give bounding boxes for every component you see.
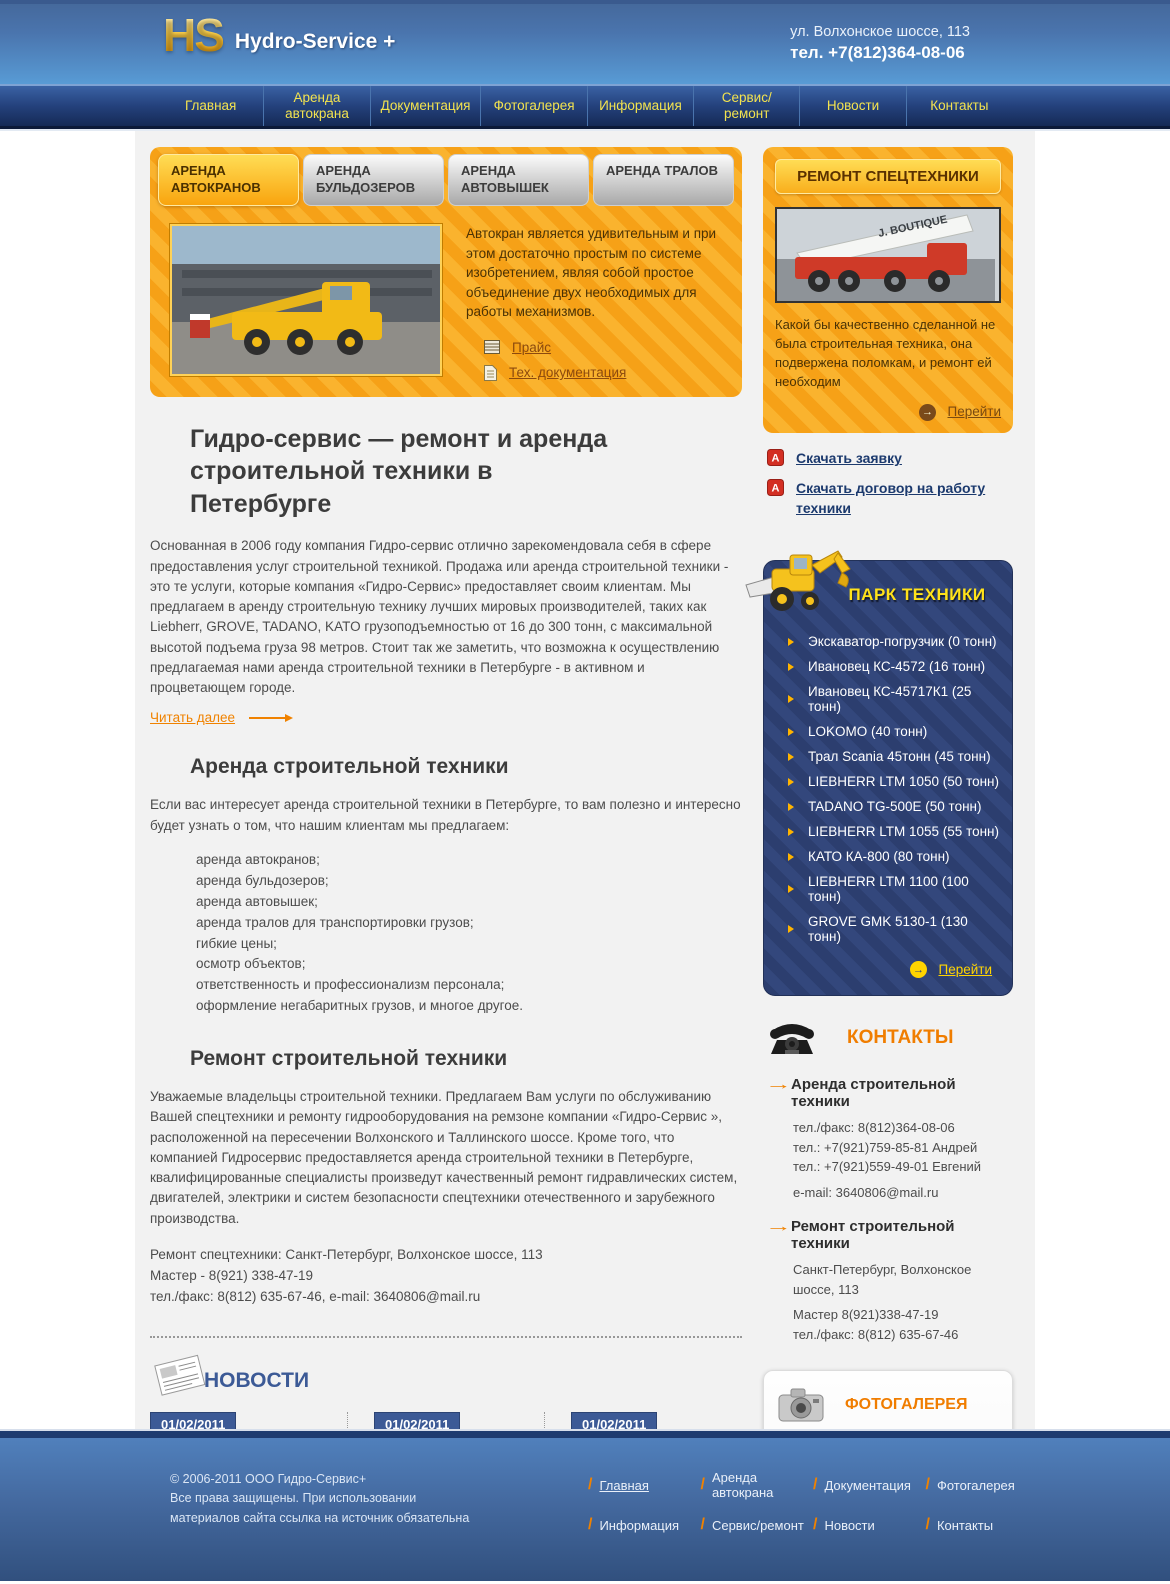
park-item-label: LOKOMO (40 тонн)	[808, 724, 928, 740]
footer-link-contacts[interactable]: Контакты	[936, 1517, 994, 1533]
contact-line: e-mail: 3640806@mail.ru	[793, 1184, 939, 1200]
rent-list-item: аренда бульдозеров;	[196, 872, 329, 888]
arrow-bullet-icon	[788, 663, 794, 671]
park-item-label: Экскаватор-погрузчик (0 тонн)	[808, 634, 997, 650]
slash-separator: /	[925, 1476, 930, 1493]
downloads-block	[767, 449, 1011, 518]
repair-crane-photo	[775, 207, 1001, 303]
footer-link-crane-rent[interactable]: Аренда автокрана	[711, 1470, 774, 1500]
contacts-group-rent	[765, 1076, 1011, 1202]
news-separator	[150, 1336, 742, 1338]
rent-lead: Если вас интересует аренда строительной техники в Петербурге, то вам полезно и интересно будет узнать о том, что нашим клиентам мы предлагаем:	[150, 797, 741, 833]
park-item[interactable]	[776, 819, 1000, 844]
rent-list-item: аренда тралов для транспортировки грузов;	[196, 914, 474, 930]
download-contract-link[interactable]: Скачать договор на работу техники	[796, 479, 986, 516]
slash-separator: /	[813, 1516, 818, 1533]
nav-item-contacts[interactable]: Контакты	[906, 86, 1012, 126]
tab-trailer-rent[interactable]: АРЕНДА ТРАЛОВ	[593, 154, 734, 206]
gallery-title: ФОТОГАЛЕРЕЯ	[845, 1396, 968, 1414]
arrow-bullet-icon	[788, 828, 794, 836]
park-item[interactable]	[776, 679, 1000, 719]
svg-text:A: A	[771, 452, 780, 465]
footer-link-service-repair[interactable]: Сервис/ремонт	[711, 1517, 804, 1533]
contact-line: тел.: +7(921)559-49-01 Евгений	[793, 1159, 982, 1175]
park-item[interactable]	[776, 869, 1000, 909]
repair-contact-line: Мастер - 8(921) 338-47-19	[150, 1267, 314, 1283]
logo-hs-icon: HS	[163, 9, 223, 61]
slash-separator: /	[700, 1476, 705, 1493]
go-arrow-icon: →	[910, 961, 927, 978]
svg-text:J. BOUTIQUE: J. BOUTIQUE	[877, 213, 949, 240]
pdf-icon	[767, 479, 784, 496]
repair-contact-lines	[150, 1245, 742, 1308]
park-item-label: LIEBHERR LTM 1100 (100 тонн)	[808, 874, 969, 905]
arrow-right-icon	[249, 713, 293, 723]
park-item[interactable]	[776, 744, 1000, 769]
park-item[interactable]	[776, 844, 1000, 869]
go-arrow-icon: →	[919, 404, 936, 421]
main-column	[150, 147, 742, 1429]
nav-item-crane-rent[interactable]: Аренда автокрана	[263, 86, 369, 126]
rent-tabs	[158, 154, 734, 206]
park-item-label: LIEBHERR LTM 1050 (50 тонн)	[808, 774, 1000, 790]
footer-divider-dark	[0, 1431, 1170, 1438]
page-content	[135, 131, 1035, 1429]
document-icon	[484, 365, 497, 381]
park-item[interactable]	[776, 769, 1000, 794]
site-footer	[0, 1438, 1170, 1581]
svg-text:A: A	[771, 482, 780, 495]
camera-icon	[777, 1385, 825, 1425]
tab-lift-rent[interactable]: АРЕНДА АВТОВЫШЕК	[448, 154, 589, 206]
rent-list-item: осмотр объектов;	[196, 956, 306, 972]
repair-widget-title: РЕМОНТ СПЕЦТЕХНИКИ	[775, 159, 1001, 194]
repair-widget-go-link[interactable]: Перейти	[947, 404, 1001, 420]
repair-paragraph: Уважаемые владельцы строительной техники. Предлагаем Вам услуги по обслуживанию Вашей спецтехники и ремонту гидрооборудования на ремзоне компании «Гидро-Сервис », расположенной на пересечении Волхонского и Таллинского шоссе. Кроме того, что компанией Гидросервис предоставляется аренда строительной техники в Петербурге, квалифицированные специалисты произведут качественный ремонт гидравлических систем, двигателей, электрики и систем безопасности спецтехники отечественного и зарубежного производства.	[150, 1089, 738, 1226]
repair-widget	[763, 147, 1013, 433]
rent-services-list	[196, 850, 742, 1017]
rent-list-item: оформление негабаритных грузов, и многое другое.	[196, 998, 524, 1014]
slash-separator: /	[925, 1516, 930, 1533]
nav-item-photo-gallery[interactable]: Фотогалерея	[480, 86, 586, 126]
news-date-badge: 01/02/2011	[571, 1412, 657, 1429]
park-item[interactable]	[776, 794, 1000, 819]
arrow-bullet-icon	[788, 728, 794, 736]
footer-copy-line: © 2006-2011 ООО Гидро-Сервис+	[170, 1472, 367, 1486]
telephone-icon	[765, 1016, 819, 1060]
header-address: ул. Волхонское шоссе, 113	[790, 24, 970, 40]
price-list-icon	[484, 340, 500, 354]
nav-item-home[interactable]: Главная	[184, 97, 237, 113]
footer-copy-line: Все права защищены. При использовании	[170, 1491, 417, 1506]
arrow-bullet-icon	[788, 803, 794, 811]
tab-bulldozer-rent[interactable]: АРЕНДА БУЛЬДОЗЕРОВ	[303, 154, 444, 206]
news-date-badge: 01/02/2011	[150, 1412, 236, 1429]
footer-link-news[interactable]: Новости	[824, 1517, 875, 1533]
download-request-link[interactable]: Скачать заявку	[796, 450, 902, 467]
arrow-bullet-icon	[788, 638, 794, 646]
sidebar	[763, 147, 1013, 1429]
slash-separator: /	[813, 1476, 818, 1493]
page-title: Гидро-сервис — ремонт и аренда строительной техники в Петербурге	[190, 424, 608, 518]
rent-promo-panel	[150, 147, 742, 397]
park-item-label: КАТО КА-800 (80 тонн)	[808, 849, 950, 865]
park-item-label: LIEBHERR LTM 1055 (55 тонн)	[808, 824, 1000, 840]
equipment-park-panel	[763, 560, 1013, 996]
contacts-group-title: Ремонт строительной техники	[791, 1218, 955, 1253]
slash-separator: /	[588, 1516, 593, 1533]
park-title: ПАРК ТЕХНИКИ	[848, 585, 986, 605]
price-link[interactable]: Прайс	[512, 339, 552, 355]
pdf-icon	[767, 449, 784, 466]
footer-link-documentation[interactable]: Документация	[824, 1477, 911, 1493]
park-item-label: GROVE GMK 5130-1 (130 тонн)	[808, 914, 968, 945]
photo-gallery-panel	[763, 1370, 1013, 1429]
park-item-label: Ивановец КС-4572 (16 тонн)	[808, 659, 986, 675]
park-item[interactable]	[776, 909, 1000, 949]
news-section-title: НОВОСТИ	[204, 1368, 310, 1392]
arrow-bullet-icon	[788, 853, 794, 861]
logo[interactable]	[163, 9, 396, 61]
arrow-bullet-icon	[788, 925, 794, 933]
newspaper-icon	[150, 1346, 212, 1398]
rent-list-item: ответственность и профессионализм персонала;	[196, 977, 505, 993]
arrow-bullet-icon	[788, 778, 794, 786]
rent-list-item: аренда автовышек;	[196, 893, 318, 909]
footer-copyright	[170, 1470, 570, 1581]
header-contact-block	[790, 24, 970, 63]
repair-contact-line: Ремонт спецтехники: Санкт-Петербург, Волхонское шоссе, 113	[150, 1246, 543, 1262]
footer-copy-line: материалов сайта ссылка на источник обязательна	[170, 1510, 470, 1525]
footer-link-information[interactable]: Информация	[599, 1517, 680, 1533]
logo-company-name: Hydro-Service +	[234, 30, 396, 53]
repair-widget-text: Какой бы качественно сделанной не была строительная техника, она подвержена поломкам, и ремонт ей необходим	[775, 317, 996, 389]
read-more-link[interactable]: Читать далее	[150, 710, 236, 726]
contacts-group-repair	[765, 1218, 1011, 1344]
main-navigation	[0, 84, 1170, 129]
intro-paragraph: Основанная в 2006 году компания Гидро-сервис отлично зарекомендовала себя в сфере предоставления услуг строительной техникой. Продажа или аренда строительной техники - это те услуги, которые компания «Гидро-Сервис» предоставляет своим клиентам. Мы предлагаем в аренду строительную технику лучших мировых производителей, таких как Liebherr, GROVE, TADANO, KATO грузоподъемностью от 16 до 300 тонн, с максимальной высотой подъема груза 98 метров. Стоит так же заметить, что возможна к осуществлению предлагаемая нами аренда строительной техники в Петербурге - в активном и процветающем городе.	[150, 538, 729, 696]
repair-section-title: Ремонт строительной техники	[190, 1047, 508, 1071]
tab-crane-rent[interactable]: АРЕНДА АВТОКРАНОВ	[158, 154, 299, 206]
nav-item-service-repair[interactable]: Сервис/ремонт	[693, 86, 799, 126]
park-item[interactable]	[776, 654, 1000, 679]
news-date-badge: 01/02/2011	[374, 1412, 460, 1429]
site-header	[0, 0, 1170, 84]
contacts-block	[763, 1016, 1013, 1344]
park-go-link[interactable]: Перейти	[938, 962, 992, 978]
arrow-bullet-icon	[788, 695, 794, 703]
excavator-icon	[744, 547, 856, 619]
contact-line: Мастер 8(921)338-47-19	[793, 1307, 939, 1323]
arrow-right-icon: →	[765, 1218, 792, 1236]
footer-link-photo-gallery[interactable]: Фотогалерея	[936, 1477, 1015, 1493]
park-item[interactable]	[776, 719, 1000, 744]
park-list	[776, 629, 1000, 949]
contacts-group-title: Аренда строительной техники	[791, 1076, 956, 1111]
arrow-bullet-icon	[788, 885, 794, 893]
header-phone: тел. +7(812)364-08-06	[790, 43, 965, 62]
slash-separator: /	[588, 1476, 593, 1493]
park-item-label: TADANO TG-500E (50 тонн)	[808, 799, 982, 815]
nav-item-information[interactable]: Информация	[587, 86, 693, 126]
news-post	[150, 1412, 322, 1429]
repair-contact-line: тел./факс: 8(812) 635-67-46, e-mail: 3640806@mail.ru	[150, 1288, 481, 1304]
contact-line: тел./факс: 8(812)364-08-06	[793, 1120, 955, 1136]
promo-text: Автокран является удивительным и при этом достаточно простым по системе изобретением, являя собой простое объединение двух необходимых для работы механизмов.	[466, 226, 717, 320]
nav-item-news[interactable]: Новости	[799, 86, 905, 126]
news-post	[347, 1412, 519, 1429]
rent-list-item: аренда автокранов;	[196, 851, 320, 867]
park-item[interactable]	[776, 629, 1000, 654]
arrow-right-icon: →	[765, 1076, 792, 1094]
park-item-label: Трал Scania 45тонн (45 тонн)	[808, 749, 991, 765]
tech-docs-link[interactable]: Тех. документация	[509, 365, 627, 381]
contact-line: Санкт-Петербург, Волхонское шоссе, 113	[793, 1262, 972, 1297]
arrow-bullet-icon	[788, 753, 794, 761]
footer-link-home[interactable]: Главная	[599, 1477, 649, 1493]
contacts-title: КОНТАКТЫ	[847, 1027, 954, 1049]
footer-links	[588, 1470, 1038, 1581]
slash-separator: /	[700, 1516, 705, 1533]
park-item-label: Ивановец КС-45717К1 (25 тонн)	[808, 684, 972, 715]
crane-photo	[170, 224, 442, 376]
nav-item-documentation[interactable]: Документация	[370, 86, 481, 126]
contact-line: тел./факс: 8(812) 635-67-46	[793, 1326, 959, 1342]
news-post	[544, 1412, 716, 1429]
rent-section-title: Аренда строительной техники	[190, 755, 509, 779]
rent-list-item: гибкие цены;	[196, 935, 277, 951]
contact-line: тел.: +7(921)759-85-81 Андрей	[793, 1139, 978, 1155]
